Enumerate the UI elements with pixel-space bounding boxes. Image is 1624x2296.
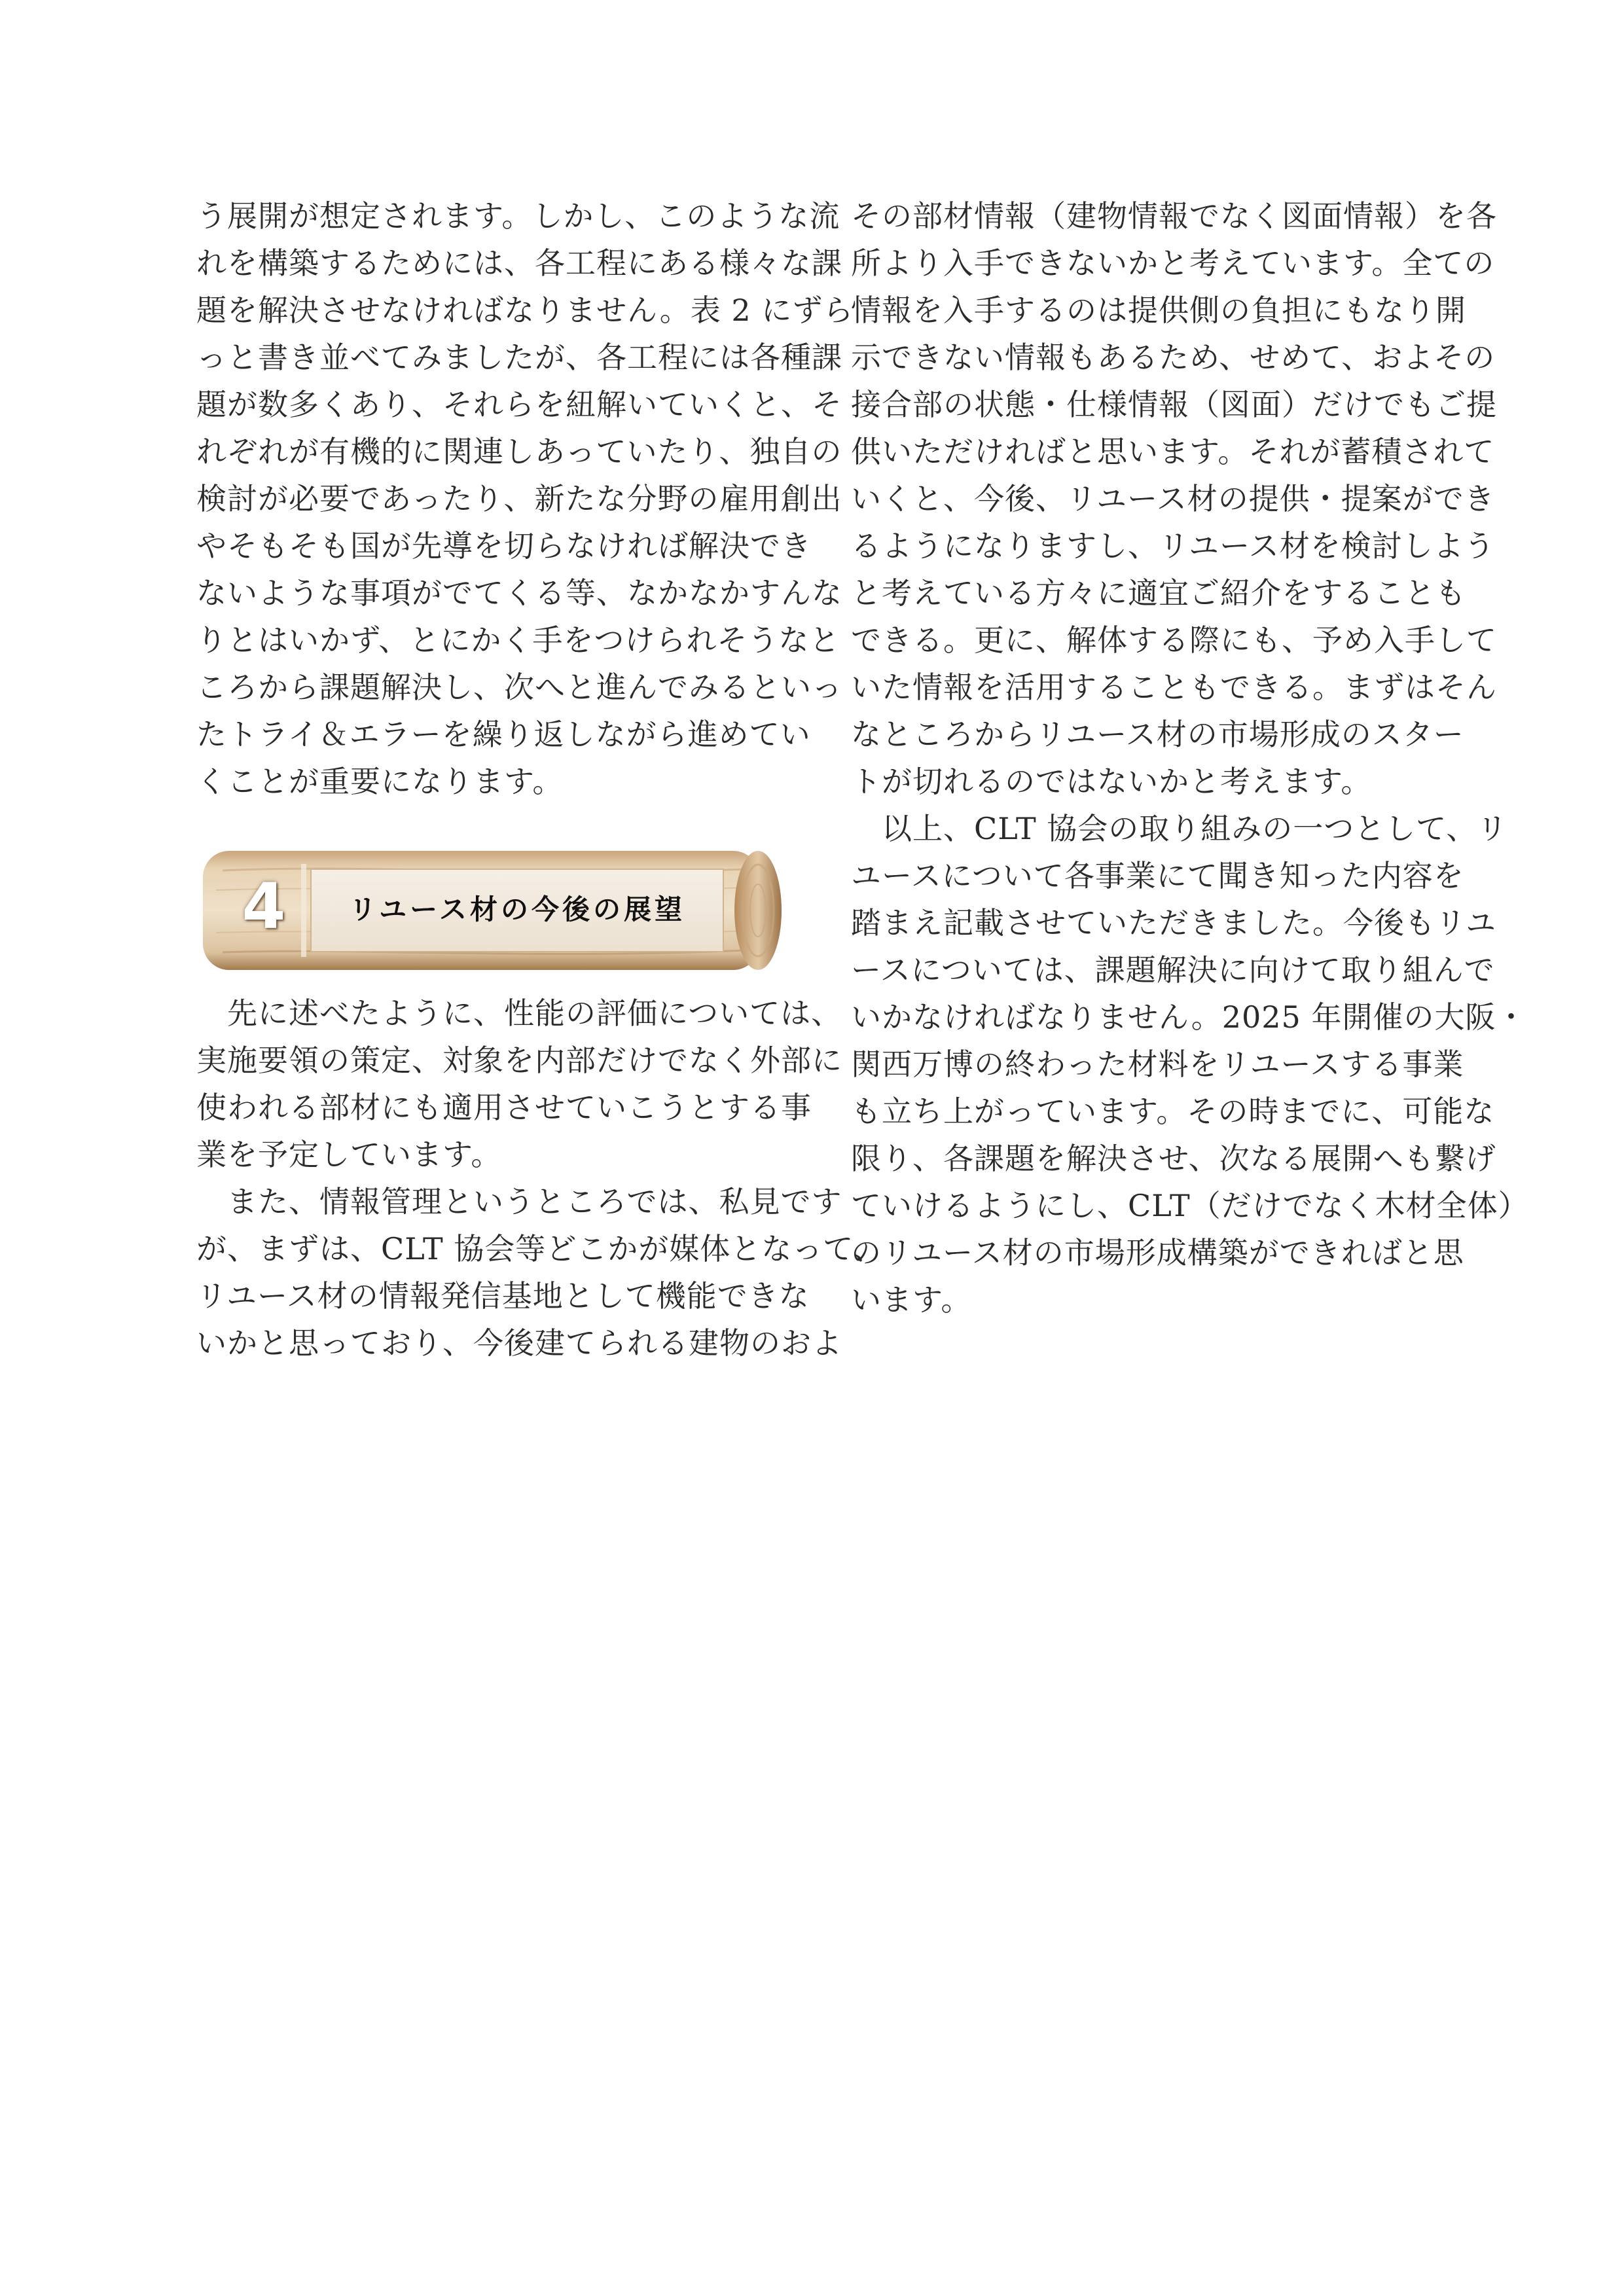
right-column (851, 192, 1529, 1323)
right-paragraph-1 (851, 192, 1497, 805)
text-line: トが切れるのではないかと考えます。 (851, 764, 1372, 799)
text-line: いかなければなりません。2025 年開催の大阪・ (851, 999, 1527, 1035)
text-line: くことが重要になります。 (196, 764, 564, 799)
left-paragraph-1 (196, 192, 854, 805)
text-line: ユースについて各事業にて聞き知った内容を (851, 858, 1464, 893)
text-line: 踏まえ記載させていただきました。今後もリユ (851, 905, 1497, 941)
text-line: れを構築するためには、各工程にある様々な課 (196, 245, 842, 281)
left-column (196, 192, 884, 1367)
text-line: う展開が想定されます。しかし、このような流 (196, 198, 840, 234)
text-line: また、情報管理というところでは、私見です (196, 1184, 842, 1219)
text-line: れぞれが有機的に関連しあっていたり、独自の (196, 434, 842, 469)
left-paragraph-3 (196, 1178, 884, 1367)
text-line: 使われる部材にも適用させていこうとする事 (196, 1090, 812, 1125)
text-line: リユース材の情報発信基地として機能できな (196, 1278, 810, 1314)
text-line: 供いただければと思います。それが蓄積されて (851, 434, 1495, 469)
text-line: その部材情報（建物情報でなく図面情報）を各 (851, 198, 1497, 234)
left-paragraph-2 (196, 990, 842, 1178)
text-line: いた情報を活用することもできる。まずはそん (851, 670, 1497, 705)
text-line: が、まずは、CLT 協会等どこかが媒体となって、 (196, 1231, 884, 1266)
text-line: 情報を入手するのは提供側の負担にもなり開 (851, 293, 1466, 328)
text-line: たトライ＆エラーを繰り返しながら進めてい (196, 717, 811, 752)
spacer (196, 805, 784, 844)
text-line: るようになりますし、リユース材を検討しよう (851, 528, 1495, 564)
text-line: 題が数多くあり、それらを紐解いていくと、そ (196, 387, 842, 422)
text-line: 以上、CLT 協会の取り組みの一つとして、リ (851, 811, 1508, 846)
text-line: 所より入手できないかと考えています。全ての (851, 245, 1495, 281)
text-line: できる。更に、解体する際にも、予め入手して (851, 622, 1497, 658)
text-line: っと書き並べてみましたが、各工程には各種課 (196, 340, 842, 375)
text-line: なところからリユース材の市場形成のスター (851, 717, 1464, 752)
text-line: 示できない情報もあるため、せめて、およその (851, 340, 1496, 375)
text-line: ースについては、課題解決に向けて取り組んで (851, 952, 1495, 988)
text-line: いかと思っており、今後建てられる建物のおよ (196, 1325, 842, 1361)
text-line: 限り、各課題を解決させ、次なる展開へも繋げ (851, 1141, 1496, 1176)
text-line: 検討が必要であったり、新たな分野の雇用創出 (196, 481, 842, 516)
text-line: のリユース材の市場形成構築ができればと思 (851, 1235, 1464, 1270)
right-paragraph-2 (851, 805, 1529, 1323)
text-line: 実施要領の策定、対象を内部だけでなく外部に (196, 1043, 842, 1078)
text-line: います。 (851, 1282, 972, 1318)
text-line: 関西万博の終わった材料をリユースする事業 (851, 1047, 1464, 1082)
section-heading-4 (196, 844, 784, 977)
text-line: ていけるようにし、CLT（だけでなく木材全体） (851, 1188, 1529, 1223)
text-line: やそもそも国が先導を切らなければ解決でき (196, 528, 812, 564)
section-title: リユース材の今後の展望 (348, 893, 686, 925)
text-line: 業を予定しています。 (196, 1137, 502, 1172)
text-line: も立ち上がっています。その時までに、可能な (851, 1094, 1495, 1129)
text-line: いくと、今後、リユース材の提供・提案ができ (851, 481, 1495, 516)
text-line: 題を解決させなければなりません。表 2 にずら (196, 293, 854, 328)
text-line: 接合部の状態・仕様情報（図面）だけでもご提 (851, 387, 1497, 422)
text-line: ないような事項がでてくる等、なかなかすんな (196, 575, 842, 611)
section-number: 4 (242, 870, 286, 943)
text-line: りとはいかず、とにかく手をつけられそうなと (196, 622, 840, 658)
text-line: ころから課題解決し、次へと進んでみるといっ (196, 670, 842, 705)
text-line: 先に述べたように、性能の評価については、 (196, 996, 842, 1031)
text-line: と考えている方々に適宜ご紹介をすることも (851, 575, 1466, 611)
